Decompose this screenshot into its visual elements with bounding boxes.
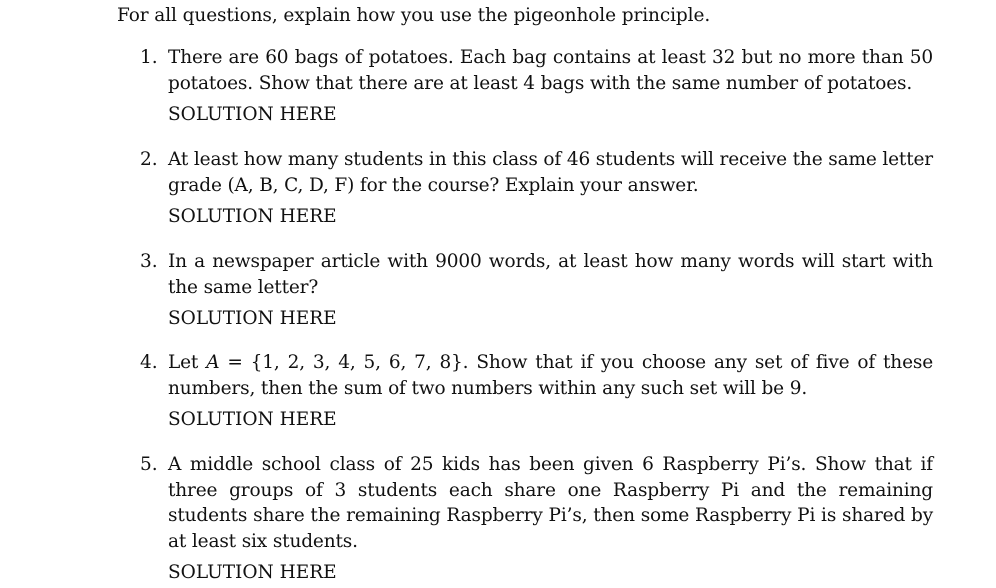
solution-placeholder: SOLUTION HERE: [168, 104, 337, 125]
instructions-text: For all questions, explain how you use the pigeonhole principle.: [117, 5, 711, 26]
question-text: There are 60 bags of potatoes. Each bag contains at least 32 but no more than 50 potatoes. Show that there are at least 4 bags with the same number of potatoes.: [168, 47, 933, 94]
question-1: [140, 45, 933, 127]
solution-placeholder: SOLUTION HERE: [168, 308, 337, 329]
question-number: 2.: [140, 149, 158, 170]
question-text: A middle school class of 25 kids has been given 6 Raspberry Pi’s. Show that if three groups of 3 students each share one Raspberry Pi and the remaining students share the remaining Raspberry Pi’s, then some Raspberry Pi is shared by at least six students.: [168, 454, 933, 552]
math-variable: A: [206, 352, 220, 373]
question-number: 1.: [140, 47, 158, 68]
question-number: 4.: [140, 352, 158, 373]
solution-placeholder: SOLUTION HERE: [168, 409, 337, 430]
question-2: [140, 147, 933, 229]
question-text: [168, 350, 933, 401]
question-text-body: = {1, 2, 3, 4, 5, 6, 7, 8}. Show that if you choose any set of five of these numbers, then the sum of two numbers within any such set will be 9.: [168, 352, 934, 399]
question-3: [140, 249, 933, 331]
solution-placeholder: SOLUTION HERE: [168, 206, 337, 227]
question-number: 5.: [140, 454, 158, 475]
question-text: In a newspaper article with 9000 words, at least how many words will start with the same letter?: [168, 251, 933, 298]
question-5: [140, 452, 933, 585]
question-number: 3.: [140, 251, 158, 272]
solution-placeholder: SOLUTION HERE: [168, 562, 337, 583]
question-text: At least how many students in this class of 46 students will receive the same letter grade (A, B, C, D, F) for the course? Explain your answer.: [168, 149, 933, 196]
question-4: [140, 350, 933, 432]
question-text-prefix: Let: [168, 352, 207, 373]
